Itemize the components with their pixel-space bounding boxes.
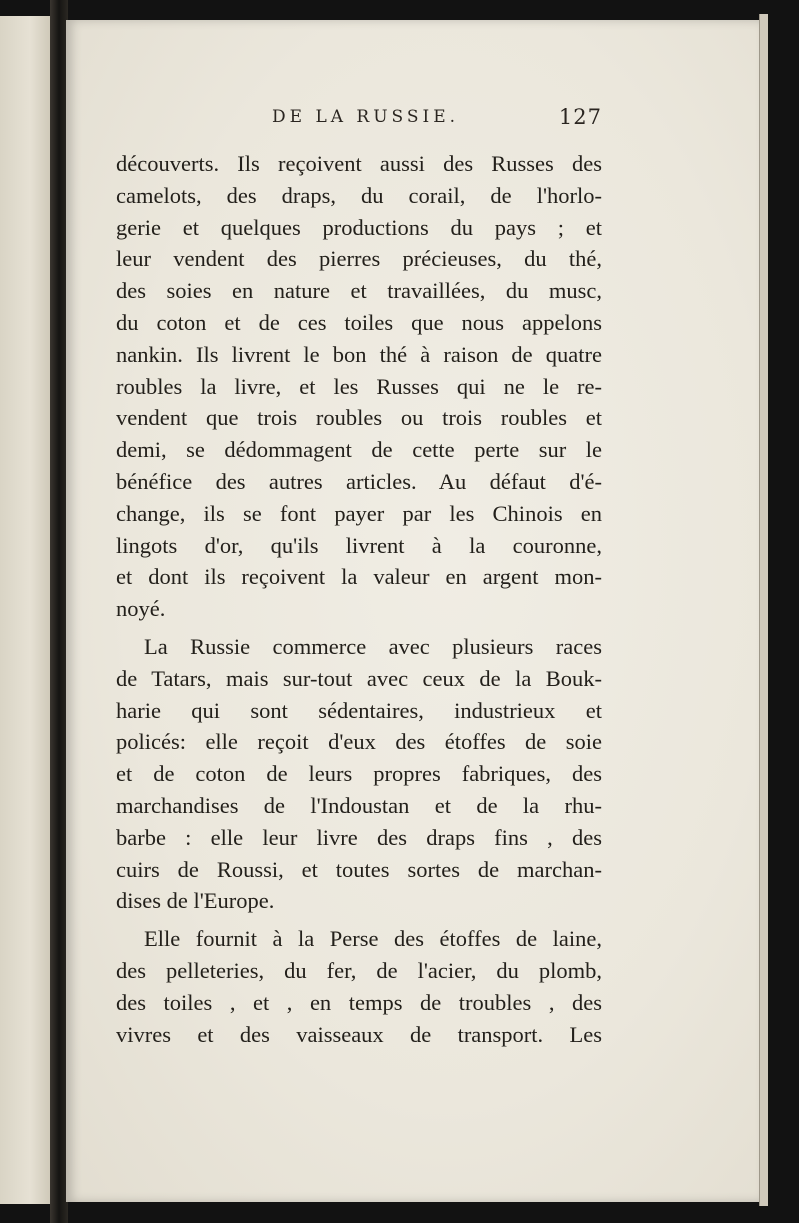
- text-line: gerie et quelques productions du pays ; et: [116, 214, 602, 240]
- running-title: DE LA RUSSIE.: [272, 107, 460, 127]
- text-line: barbe : elle leur livre des draps fins , des: [116, 824, 602, 850]
- text-line: harie qui sont sédentaires, industrieux et: [116, 697, 602, 723]
- text-line: de Tatars, mais sur-tout avec ceux de la Bouk-: [116, 665, 602, 691]
- text-line: leur vendent des pierres précieuses, du thé,: [116, 246, 602, 272]
- body-text: [116, 148, 602, 1050]
- paragraph: [116, 148, 602, 625]
- text-line: change, ils se font payer par les Chinois en: [116, 500, 602, 526]
- text-line: roubles la livre, et les Russes qui ne le re-: [116, 373, 602, 399]
- page-number: 127: [558, 105, 602, 129]
- text-line: des pelleteries, du fer, de l'acier, du plomb,: [116, 957, 602, 983]
- text-line: noyé.: [116, 596, 166, 622]
- text-line: Elle fournit à la Perse des étoffes de laine,: [144, 926, 602, 952]
- paragraph: [116, 923, 602, 1050]
- page-fore-edge: [759, 14, 768, 1206]
- text-line: découverts. Ils reçoivent aussi des Russes des: [116, 151, 602, 176]
- text-line: bénéfice des autres articles. Au défaut d'é-: [116, 468, 602, 494]
- text-line: vendent que trois roubles ou trois roubles et: [116, 405, 602, 431]
- text-line: et dont ils reçoivent la valeur en argent mon-: [116, 564, 602, 590]
- text-line: vivres et des vaisseaux de transport. Les: [116, 1021, 602, 1047]
- text-line: policés: elle reçoit d'eux des étoffes de soie: [116, 729, 602, 755]
- text-line: La Russie commerce avec plusieurs races: [144, 633, 602, 659]
- text-line: cuirs de Roussi, et toutes sortes de marchan-: [116, 856, 602, 882]
- text-line: des soies en nature et travaillées, du musc,: [116, 278, 602, 304]
- text-line: des toiles , et , en temps de troubles , des: [116, 989, 602, 1015]
- text-line: camelots, des draps, du corail, de l'horlo-: [116, 182, 602, 208]
- page-header: [272, 107, 602, 137]
- text-line: et de coton de leurs propres fabriques, des: [116, 761, 602, 787]
- text-line: marchandises de l'Indoustan et de la rhu-: [116, 792, 602, 818]
- text-line: demi, se dédommagent de cette perte sur le: [116, 437, 602, 463]
- text-line: du coton et de ces toiles que nous appelons: [116, 309, 602, 335]
- text-line: nankin. Ils livrent le bon thé à raison de quatre: [116, 341, 602, 367]
- paragraph: [116, 631, 602, 917]
- text-line: lingots d'or, qu'ils livrent à la couronne,: [116, 532, 602, 558]
- text-line: dises de l'Europe.: [116, 888, 275, 914]
- facing-page-edge: [0, 16, 51, 1204]
